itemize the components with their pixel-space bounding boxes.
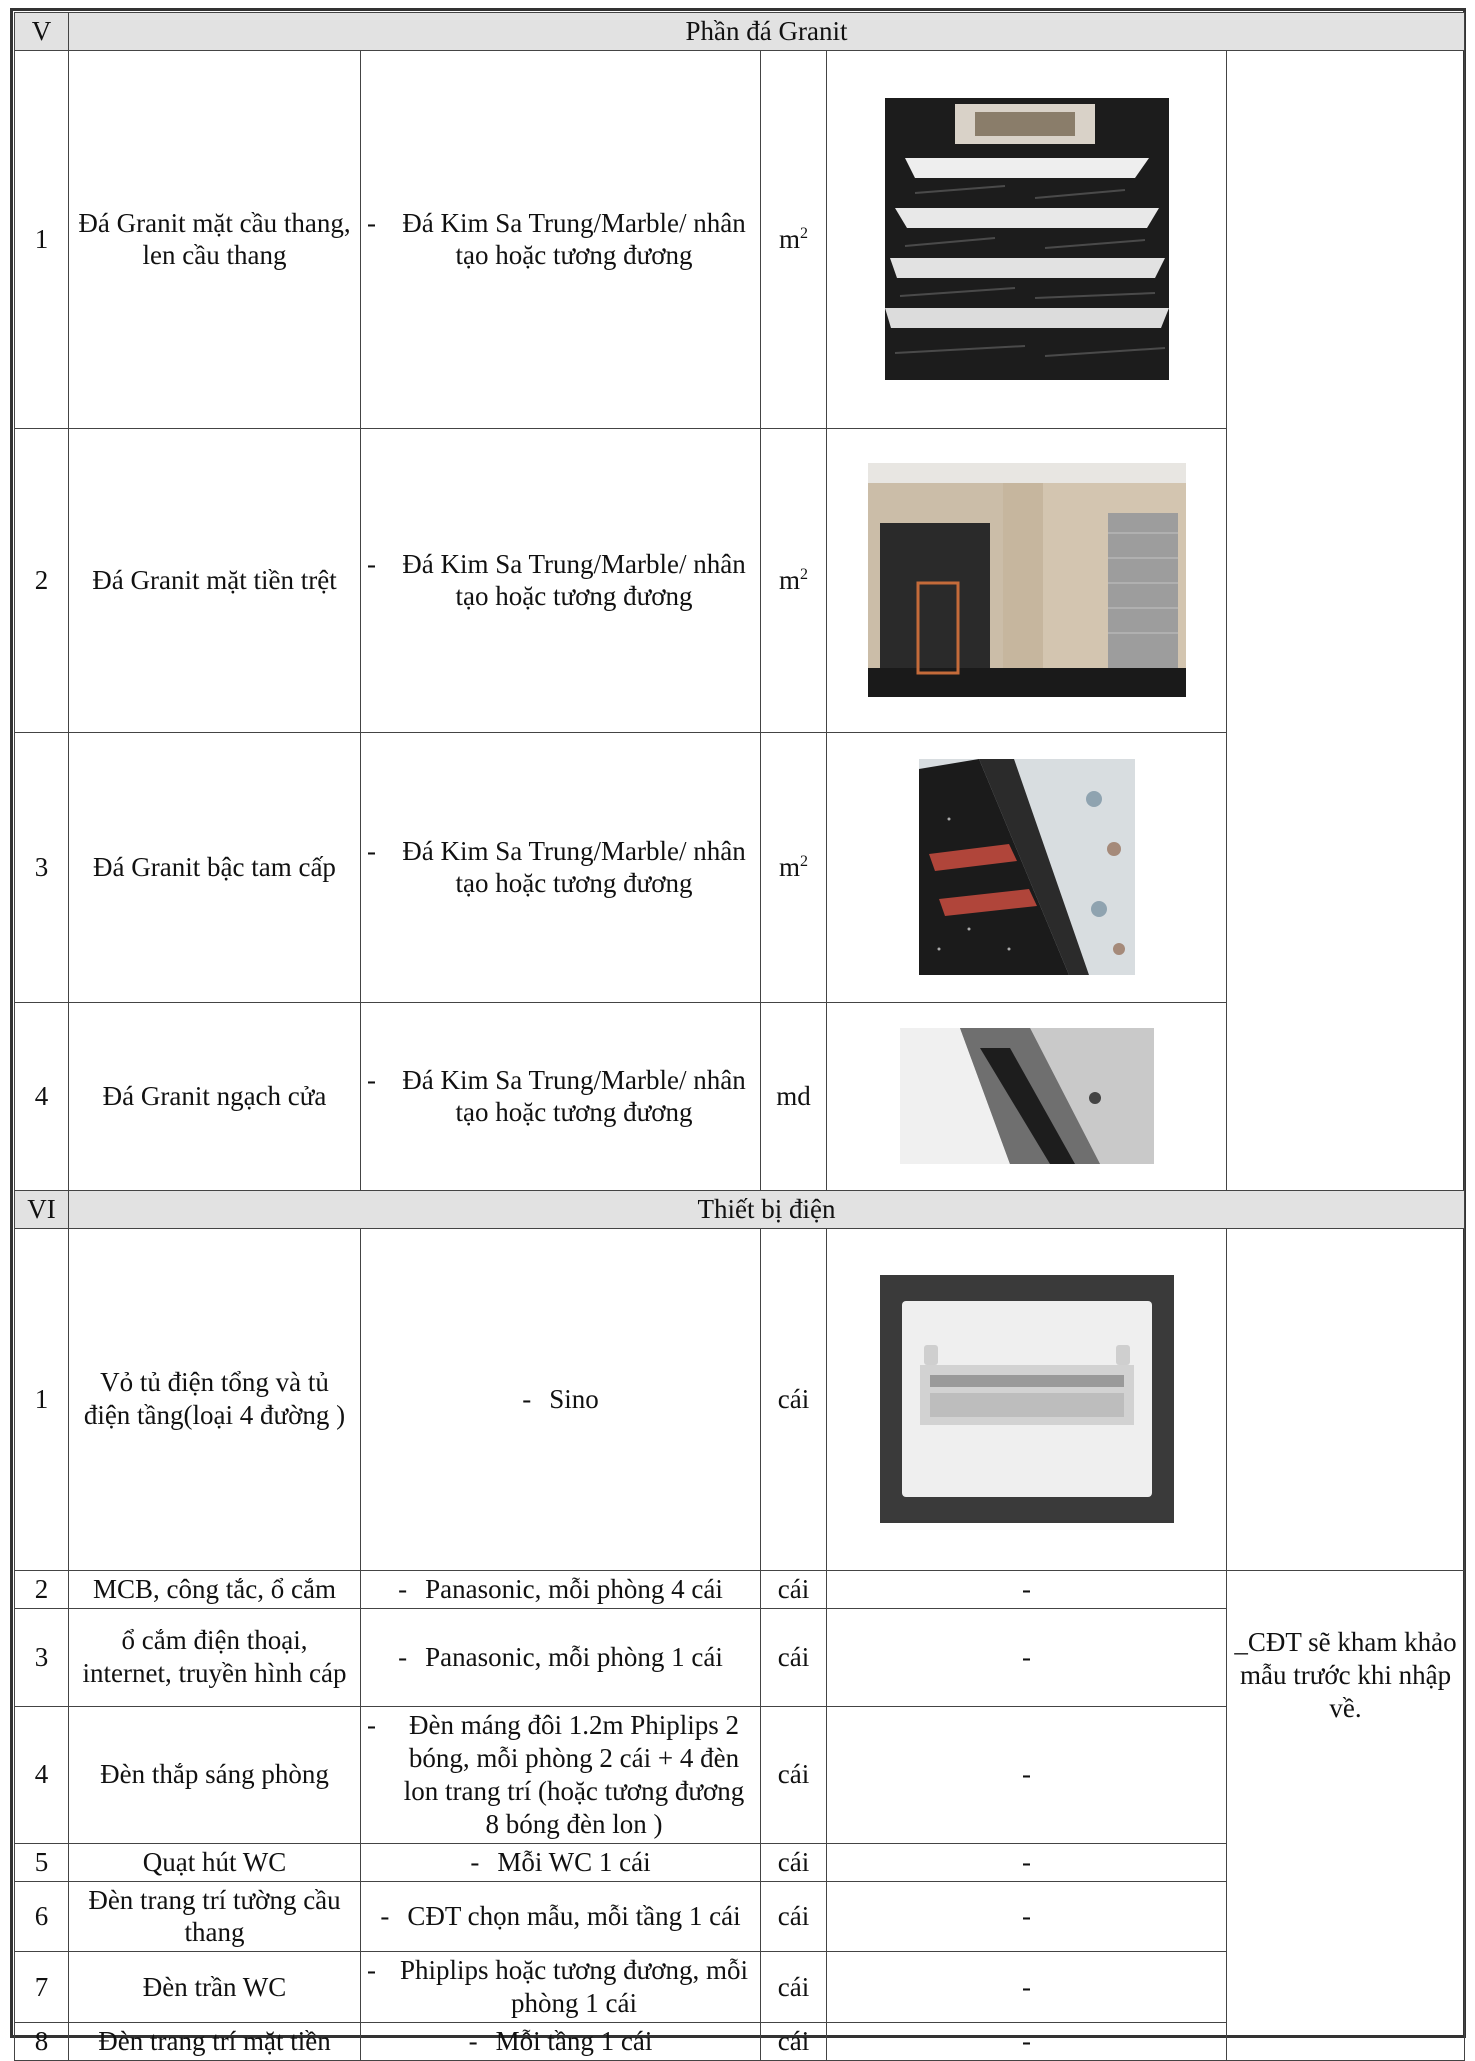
item-spec: [361, 1608, 761, 1706]
notes-cell: [1227, 50, 1465, 1190]
row-number: 2: [15, 428, 69, 732]
spec-text: Mỗi WC 1 cái: [497, 1846, 651, 1877]
unit: cái: [761, 2023, 827, 2061]
spec-text: Sino: [549, 1383, 599, 1414]
sample-ref: -: [827, 1570, 1227, 1608]
row-number: 2: [15, 1570, 69, 1608]
item-name: Đèn trang trí tường cầu thang: [69, 1881, 361, 1952]
row-number: 3: [15, 1608, 69, 1706]
item-name: Đèn trần WC: [69, 1952, 361, 2023]
table-row: [15, 50, 1465, 428]
item-spec: [361, 1228, 761, 1570]
spec-text: Đèn máng đôi 1.2m Phiplips 2 bóng, mỗi phòng 2 cái + 4 đèn lon trang trí (hoặc tương đương 8 bóng đèn lon ): [403, 1709, 745, 1839]
section-header-v: [15, 13, 1465, 51]
bullet-dash: -: [380, 1900, 390, 1931]
notes-cell: [1227, 1570, 1465, 2060]
bullet-dash: -: [398, 1641, 408, 1672]
note-text: _CĐT sẽ kham khảo mẫu trước khi nhập về.: [1234, 1627, 1457, 1723]
notes-cell: [1227, 1228, 1465, 1570]
section-number: V: [15, 13, 69, 51]
granite-threshold-photo: [900, 1028, 1154, 1164]
bullet-dash: -: [398, 1573, 408, 1604]
bullet-dash: -: [470, 1846, 480, 1877]
item-spec: [361, 1843, 761, 1881]
spec-text: CĐT chọn mẫu, mỗi tầng 1 cái: [407, 1900, 741, 1931]
bullet-dash: -: [367, 835, 376, 866]
item-name: Đá Granit ngạch cửa: [69, 1002, 361, 1190]
bullet-dash: -: [367, 548, 376, 579]
bullet-dash: -: [367, 207, 376, 238]
item-spec: [361, 1002, 761, 1190]
bullet-dash: -: [367, 1709, 376, 1740]
item-name: Đèn trang trí mặt tiền: [69, 2023, 361, 2061]
sample-image-cell: [827, 1228, 1227, 1570]
item-name: MCB, công tắc, ổ cắm: [69, 1570, 361, 1608]
item-spec: [361, 1952, 761, 2023]
row-number: 4: [15, 1002, 69, 1190]
item-name: Đá Granit mặt tiền trệt: [69, 428, 361, 732]
spec-text: Đá Kim Sa Trung/Marble/ nhân tạo hoặc tương đương: [402, 835, 746, 899]
section-header-vi: [15, 1190, 1465, 1228]
bullet-dash: -: [367, 1064, 376, 1095]
row-number: 1: [15, 50, 69, 428]
electrical-cabinet-photo: [880, 1275, 1174, 1523]
unit: cái: [761, 1843, 827, 1881]
row-number: 5: [15, 1843, 69, 1881]
section-title: Phần đá Granit: [69, 13, 1465, 51]
unit: cái: [761, 1228, 827, 1570]
sample-image-cell: [827, 428, 1227, 732]
section-title: Thiết bị điện: [69, 1190, 1465, 1228]
row-number: 1: [15, 1228, 69, 1570]
spec-table: [14, 12, 1465, 2061]
item-spec: [361, 50, 761, 428]
item-spec: [361, 2023, 761, 2061]
sample-ref: -: [827, 1706, 1227, 1843]
item-name: ổ cắm điện thoại, internet, truyền hình cáp: [69, 1608, 361, 1706]
row-number: 4: [15, 1706, 69, 1843]
sample-ref: -: [827, 2023, 1227, 2061]
granite-stair-photo: [885, 98, 1169, 380]
item-name: Đá Granit mặt cầu thang, len cầu thang: [69, 50, 361, 428]
unit: $m^2$: [761, 50, 827, 428]
item-spec: [361, 1570, 761, 1608]
sample-ref: -: [827, 1608, 1227, 1706]
unit: cái: [761, 1952, 827, 2023]
item-spec: [361, 1706, 761, 1843]
spec-text: Đá Kim Sa Trung/Marble/ nhân tạo hoặc tương đương: [402, 548, 746, 612]
item-spec: [361, 1881, 761, 1952]
unit: $m^2$: [761, 428, 827, 732]
bullet-dash: -: [367, 1955, 376, 1986]
spec-text: Đá Kim Sa Trung/Marble/ nhân tạo hoặc tương đương: [402, 207, 746, 271]
item-name: Đá Granit bậc tam cấp: [69, 732, 361, 1002]
bullet-dash: -: [468, 2026, 478, 2057]
row-number: 6: [15, 1881, 69, 1952]
item-name: Đèn thắp sáng phòng: [69, 1706, 361, 1843]
row-number: 7: [15, 1952, 69, 2023]
item-name: Vỏ tủ điện tổng và tủ điện tầng(loại 4 đường ): [69, 1228, 361, 1570]
unit: md: [761, 1002, 827, 1190]
item-spec: [361, 428, 761, 732]
sample-ref: -: [827, 1881, 1227, 1952]
spec-text: Mỗi tầng 1 cái: [495, 2026, 653, 2057]
sample-ref: -: [827, 1843, 1227, 1881]
table-row: [15, 1228, 1465, 1570]
unit: cái: [761, 1570, 827, 1608]
section-number: VI: [15, 1190, 69, 1228]
spec-text: Panasonic, mỗi phòng 4 cái: [425, 1573, 723, 1604]
item-name: Quạt hút WC: [69, 1843, 361, 1881]
unit: cái: [761, 1881, 827, 1952]
item-spec: [361, 732, 761, 1002]
bullet-dash: -: [522, 1383, 532, 1414]
granite-steps-photo: [919, 759, 1135, 975]
row-number: 8: [15, 2023, 69, 2061]
row-number: 3: [15, 732, 69, 1002]
unit: cái: [761, 1706, 827, 1843]
granite-facade-photo: [868, 463, 1186, 697]
table-row: [15, 1570, 1465, 1608]
sample-ref: -: [827, 1952, 1227, 2023]
spec-text: Đá Kim Sa Trung/Marble/ nhân tạo hoặc tương đương: [402, 1064, 746, 1128]
spec-text: Panasonic, mỗi phòng 1 cái: [425, 1641, 723, 1672]
sample-image-cell: [827, 1002, 1227, 1190]
sample-image-cell: [827, 50, 1227, 428]
spec-text: Phiplips hoặc tương đương, mỗi phòng 1 cái: [399, 1955, 749, 2019]
unit: $m^2$: [761, 732, 827, 1002]
unit: cái: [761, 1608, 827, 1706]
sample-image-cell: [827, 732, 1227, 1002]
